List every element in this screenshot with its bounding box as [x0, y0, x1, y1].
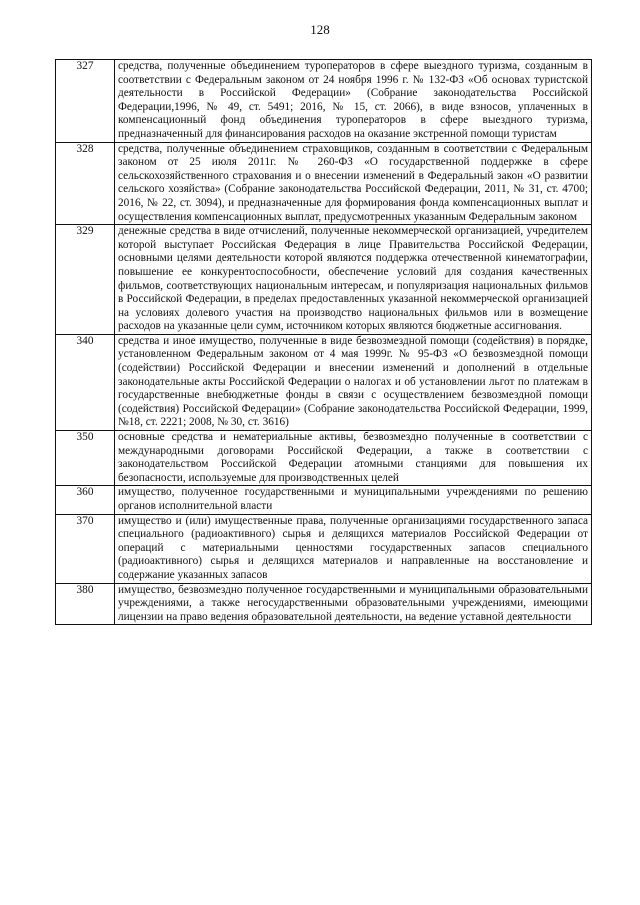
- page-number: 128: [310, 22, 330, 37]
- row-code: 329: [56, 225, 115, 335]
- table-row: [56, 225, 592, 335]
- row-text: средства, полученные объединением туроператоров в сфере выездного туризма, созданным в соответствии с Федеральным законом от 24 ноября 1996 г. № 132-ФЗ «Об основах туристской деятельности в Российской Федерации» (Собрание законодательства Российской Федерации,1996, № 49, ст. 5491; 2016, № 15, ст. 2066), в виде взносов, уплаченных в компенсационный фонд объединения туроператоров в сфере выездного туризма, предназначенный для финансирования расходов на оказание экстренной помощи туристам: [115, 60, 592, 143]
- row-code: 380: [56, 583, 115, 625]
- table-row: [56, 142, 592, 225]
- row-text: основные средства и нематериальные активы, безвозмездно полученные в соответствии с международными договорами Российской Федерации, а также в соответствии с законодательством Российской Федерации атомными станциями для повышения их безопасности, используемые для производственных целей: [115, 431, 592, 486]
- table-row: [56, 334, 592, 430]
- row-code: 327: [56, 60, 115, 143]
- table-row: [56, 431, 592, 486]
- row-text: денежные средства в виде отчислений, полученные некоммерческой организацией, учредителем которой выступает Российская Федерация в лице Правительства Российской Федерации, основными целями деятельности которой являются поддержка отечественной кинематографии, повышение ее конкурентоспособности, обеспечение условий для создания качественных фильмов, соответствующих национальным интересам, и популяризация национальных фильмов в Российской Федерации, в пределах предоставленных указанной некоммерческой организацией на условиях долевого участия на производство национальных фильмов или в возмещение расходов на указанные цели сумм, источником которых являются бюджетные ассигнования.: [115, 225, 592, 335]
- row-text: средства и иное имущество, полученные в виде безвозмездной помощи (содействия) в порядке, установленном Федеральным законом от 4 мая 1999г. № 95-ФЗ «О безвозмездной помощи (содействии) Российской Федерации и внесении изменений и дополнений в отдельные законодательные акты Российской Федерации о налогах и об установлении льгот по платежам в государственные внебюджетные фонды в связи с осуществлением безвозмездной помощи (содействия) Российской Федерации» (Собрание законодательства Российской Федерации, 1999, №18, ст. 2221; 2008, № 30, ст. 3616): [115, 334, 592, 430]
- row-code: 350: [56, 431, 115, 486]
- table-row: [56, 60, 592, 143]
- table-row: [56, 583, 592, 625]
- row-code: 340: [56, 334, 115, 430]
- row-text: средства, полученные объединением страховщиков, созданным в соответствии с Федеральным законом от 25 июля 2011г. № 260-ФЗ «О государственной поддержке в сфере сельскохозяйственного страхования и о внесении изменений в Федеральный закон «О развитии сельского хозяйства» (Собрание законодательства Российской Федерации, 2011, № 31, ст. 4700; 2016, № 22, ст. 3094), и предназначенные для формирования фонда компенсационных выплат и осуществления компенсационных выплат, предусмотренных указанным Федеральным законом: [115, 142, 592, 225]
- table-row: [56, 486, 592, 514]
- income-codes-table: [55, 59, 592, 625]
- row-code: 360: [56, 486, 115, 514]
- row-text: имущество и (или) имущественные права, полученные организациями государственного запаса специального (радиоактивного) сырья и делящихся материалов Российской Федерации от операций с материальными ценностями государственных запасов специального (радиоактивного) сырья и делящихся материалов и направленные на восстановление и содержание указанных запасов: [115, 514, 592, 583]
- row-text: имущество, безвозмездно полученное государственными и муниципальными образовательными учреждениями, а также негосударственными образовательными учреждениями, имеющими лицензии на право ведения образовательной деятельности, на ведение уставной деятельности: [115, 583, 592, 625]
- row-code: 328: [56, 142, 115, 225]
- table-row: [56, 514, 592, 583]
- row-code: 370: [56, 514, 115, 583]
- row-text: имущество, полученное государственными и муниципальными учреждениями по решению органов исполнительной власти: [115, 486, 592, 514]
